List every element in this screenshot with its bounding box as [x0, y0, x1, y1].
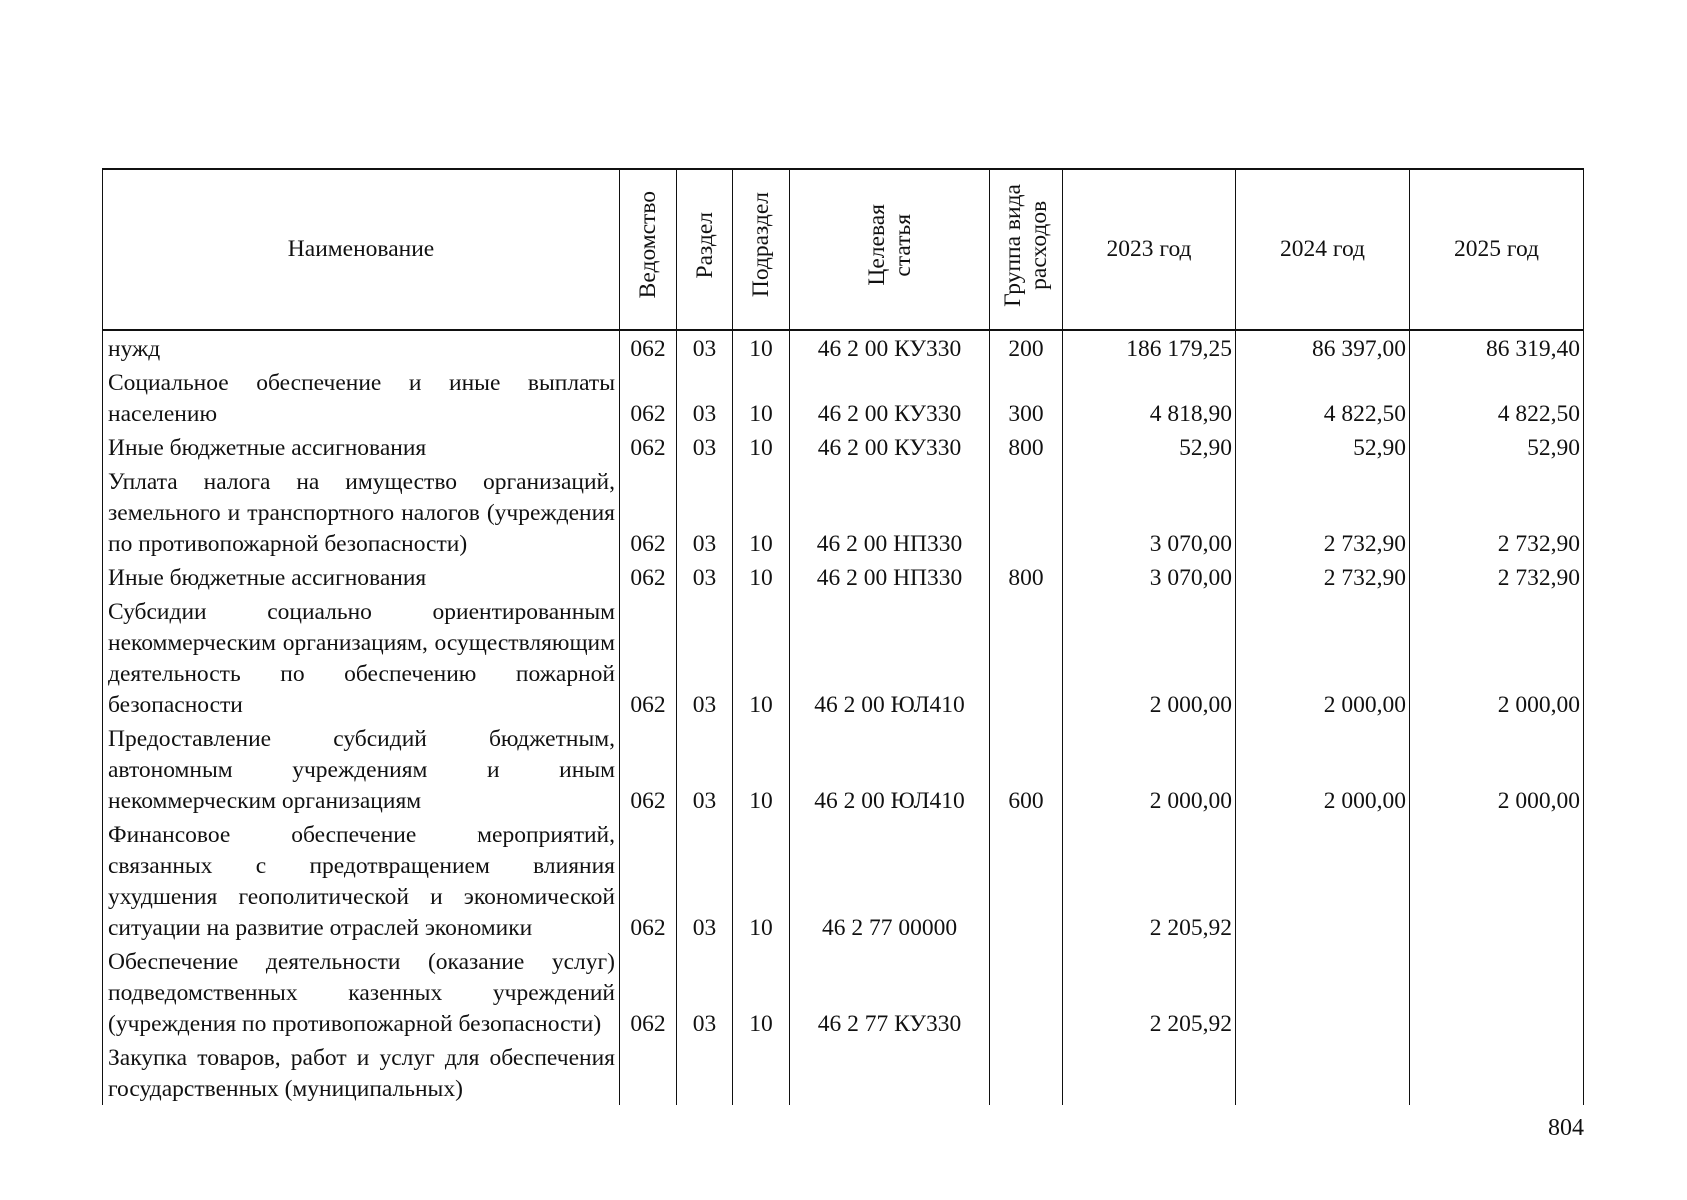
row-department — [620, 1040, 677, 1105]
row-amount-2025: 4 822,50 — [1410, 365, 1584, 430]
row-section: 03 — [677, 721, 733, 817]
row-name: Иные бюджетные ассигнования — [103, 430, 620, 464]
row-amount-2025 — [1410, 1040, 1584, 1105]
row-department: 062 — [620, 430, 677, 464]
row-expense-group — [990, 817, 1063, 944]
row-target-article — [790, 1040, 990, 1105]
table-row — [103, 560, 1584, 594]
row-amount-2023: 186 179,25 — [1063, 330, 1236, 365]
row-department: 062 — [620, 594, 677, 721]
row-subsection: 10 — [733, 721, 790, 817]
header-name: Наименование — [103, 169, 620, 330]
row-department: 062 — [620, 365, 677, 430]
header-target-article: Целевая статья — [790, 169, 990, 330]
row-subsection: 10 — [733, 464, 790, 560]
row-amount-2023: 2 205,92 — [1063, 817, 1236, 944]
row-target-article: 46 2 00 НП330 — [790, 464, 990, 560]
row-amount-2023: 2 205,92 — [1063, 944, 1236, 1040]
row-section — [677, 1040, 733, 1105]
header-section: Раздел — [677, 169, 733, 330]
row-subsection: 10 — [733, 330, 790, 365]
row-amount-2023: 3 070,00 — [1063, 464, 1236, 560]
row-name: Обеспечение деятельности (оказание услуг) подведомственных казенных учреждений (учреждения по противопожарной безопасности) — [103, 944, 620, 1040]
table-row — [103, 464, 1584, 560]
row-target-article: 46 2 00 КУ330 — [790, 330, 990, 365]
row-amount-2025: 2 732,90 — [1410, 560, 1584, 594]
row-target-article: 46 2 00 ЮЛ410 — [790, 594, 990, 721]
row-expense-group: 800 — [990, 430, 1063, 464]
row-amount-2023: 3 070,00 — [1063, 560, 1236, 594]
row-name: Финансовое обеспечение мероприятий, связанных с предотвращением влияния ухудшения геополитической и экономической ситуации на развитие отраслей экономики — [103, 817, 620, 944]
row-expense-group — [990, 594, 1063, 721]
row-amount-2024: 2 732,90 — [1236, 464, 1410, 560]
row-amount-2024: 2 732,90 — [1236, 560, 1410, 594]
table-row — [103, 594, 1584, 721]
table-row — [103, 430, 1584, 464]
table-row — [103, 330, 1584, 365]
row-target-article: 46 2 00 КУ330 — [790, 365, 990, 430]
table-row — [103, 721, 1584, 817]
row-expense-group — [990, 464, 1063, 560]
row-section: 03 — [677, 560, 733, 594]
row-section: 03 — [677, 594, 733, 721]
row-subsection: 10 — [733, 365, 790, 430]
row-target-article: 46 2 00 КУ330 — [790, 430, 990, 464]
row-expense-group: 800 — [990, 560, 1063, 594]
row-amount-2024 — [1236, 817, 1410, 944]
row-name: Социальное обеспечение и иные выплаты населению — [103, 365, 620, 430]
row-amount-2024 — [1236, 1040, 1410, 1105]
header-department: Ведомство — [620, 169, 677, 330]
row-department: 062 — [620, 560, 677, 594]
header-2023: 2023 год — [1063, 169, 1236, 330]
budget-table — [102, 168, 1584, 1105]
row-subsection — [733, 1040, 790, 1105]
row-section: 03 — [677, 944, 733, 1040]
header-expense-group: Группа вида расходов — [990, 169, 1063, 330]
header-2025: 2025 год — [1410, 169, 1584, 330]
table-row — [103, 365, 1584, 430]
row-name: Уплата налога на имущество организаций, земельного и транспортного налогов (учреждения по противопожарной безопасности) — [103, 464, 620, 560]
row-expense-group: 300 — [990, 365, 1063, 430]
row-amount-2024 — [1236, 944, 1410, 1040]
row-amount-2024: 2 000,00 — [1236, 594, 1410, 721]
row-expense-group: 600 — [990, 721, 1063, 817]
row-section: 03 — [677, 365, 733, 430]
row-expense-group — [990, 944, 1063, 1040]
row-target-article: 46 2 00 ЮЛ410 — [790, 721, 990, 817]
page-number: 804 — [1548, 1115, 1584, 1141]
row-target-article: 46 2 00 НП330 — [790, 560, 990, 594]
row-name: Предоставление субсидий бюджетным, автономным учреждениям и иным некоммерческим организациям — [103, 721, 620, 817]
row-subsection: 10 — [733, 430, 790, 464]
row-amount-2024: 52,90 — [1236, 430, 1410, 464]
row-expense-group — [990, 1040, 1063, 1105]
row-department: 062 — [620, 330, 677, 365]
row-amount-2025 — [1410, 944, 1584, 1040]
row-name: Закупка товаров, работ и услуг для обеспечения государственных (муниципальных) — [103, 1040, 620, 1105]
row-amount-2023 — [1063, 1040, 1236, 1105]
row-amount-2025: 2 000,00 — [1410, 721, 1584, 817]
row-subsection: 10 — [733, 817, 790, 944]
header-2024: 2024 год — [1236, 169, 1410, 330]
row-section: 03 — [677, 464, 733, 560]
row-amount-2023: 52,90 — [1063, 430, 1236, 464]
table-row — [103, 817, 1584, 944]
row-amount-2024: 2 000,00 — [1236, 721, 1410, 817]
row-name: Иные бюджетные ассигнования — [103, 560, 620, 594]
row-amount-2023: 4 818,90 — [1063, 365, 1236, 430]
row-subsection: 10 — [733, 560, 790, 594]
row-amount-2023: 2 000,00 — [1063, 594, 1236, 721]
row-name: Субсидии социально ориентированным некоммерческим организациям, осуществляющим деятельность по обеспечению пожарной безопасности — [103, 594, 620, 721]
row-department: 062 — [620, 464, 677, 560]
row-amount-2025: 52,90 — [1410, 430, 1584, 464]
row-department: 062 — [620, 944, 677, 1040]
row-subsection: 10 — [733, 594, 790, 721]
row-department: 062 — [620, 817, 677, 944]
table-header-row — [103, 169, 1584, 330]
row-amount-2024: 86 397,00 — [1236, 330, 1410, 365]
row-amount-2025: 2 732,90 — [1410, 464, 1584, 560]
row-target-article: 46 2 77 КУ330 — [790, 944, 990, 1040]
row-section: 03 — [677, 817, 733, 944]
header-subsection: Подраздел — [733, 169, 790, 330]
table-row — [103, 1040, 1584, 1105]
row-expense-group: 200 — [990, 330, 1063, 365]
row-department: 062 — [620, 721, 677, 817]
row-amount-2025 — [1410, 817, 1584, 944]
table-row — [103, 944, 1584, 1040]
row-amount-2025: 86 319,40 — [1410, 330, 1584, 365]
row-amount-2024: 4 822,50 — [1236, 365, 1410, 430]
row-section: 03 — [677, 330, 733, 365]
row-amount-2023: 2 000,00 — [1063, 721, 1236, 817]
row-target-article: 46 2 77 00000 — [790, 817, 990, 944]
row-section: 03 — [677, 430, 733, 464]
row-amount-2025: 2 000,00 — [1410, 594, 1584, 721]
row-name: нужд — [103, 330, 620, 365]
row-subsection: 10 — [733, 944, 790, 1040]
